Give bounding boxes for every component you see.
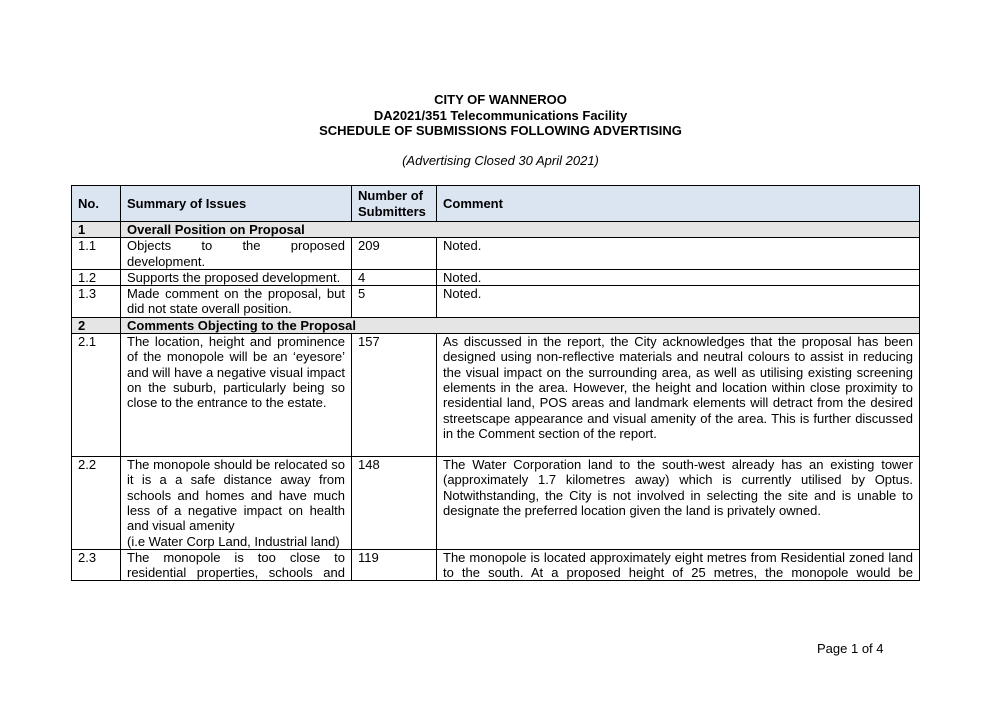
- row-no: 1.3: [72, 286, 121, 318]
- section-row: [72, 222, 920, 238]
- section-no: 2: [72, 317, 121, 333]
- table-row: [72, 457, 920, 550]
- row-issue-note: (i.e Water Corp Land, Industrial land): [127, 533, 340, 549]
- row-issue: The location, height and prominence of the monopole will be an ‘eyesore’ and will have a negative visual impact on the suburb, particularly being so close to the entrance to the estate.: [121, 334, 352, 457]
- row-no: 2.3: [72, 549, 121, 581]
- row-issue: Supports the proposed development.: [121, 269, 352, 285]
- row-issue-text: The monopole should be relocated so it is a a safe distance away from schools and homes and have much less of a negative impact on health and visual amenity: [127, 457, 345, 534]
- section-title: Comments Objecting to the Proposal: [121, 317, 920, 333]
- row-comment: Noted.: [437, 286, 920, 318]
- table-row: [72, 286, 920, 318]
- header-comment: Comment: [437, 186, 920, 222]
- row-count: 157: [352, 334, 437, 457]
- header-submitters: Number of Submitters: [352, 186, 437, 222]
- row-comment: Noted.: [437, 269, 920, 285]
- row-comment: As discussed in the report, the City acknowledges that the proposal has been designed using non-reflective materials and neutral colours to assist in reducing the visual impact on the surrounding area, as well as utilising existing screening elements in the area. However, the height and location within close proximity to residential land, POS areas and landmark elements will detract from the desired streetscape appearance and visual amenity of the area. This is further discussed in the Comment section of the report.: [437, 334, 920, 457]
- row-count: 209: [352, 238, 437, 270]
- submissions-table: [71, 185, 920, 581]
- row-comment: Noted.: [437, 238, 920, 270]
- row-no: 1.2: [72, 269, 121, 285]
- header-summary: Summary of Issues: [121, 186, 352, 222]
- application-title: DA2021/351 Telecommunications Facility: [373, 107, 628, 123]
- row-count: 5: [352, 286, 437, 318]
- row-count: 119: [352, 549, 437, 581]
- row-count: 4: [352, 269, 437, 285]
- table-row: [72, 549, 920, 581]
- city-title: CITY OF WANNEROO: [434, 92, 567, 107]
- row-no: 2.1: [72, 334, 121, 457]
- row-issue: [121, 457, 352, 550]
- table-row: [72, 269, 920, 285]
- row-no: 2.2: [72, 457, 121, 550]
- section-title: Overall Position on Proposal: [121, 222, 920, 238]
- schedule-title: SCHEDULE OF SUBMISSIONS FOLLOWING ADVERTISING: [319, 123, 682, 138]
- row-comment: The Water Corporation land to the south-west already has an existing tower (approximately 1.7 kilometres away) which is currently utilised by Optus. Notwithstanding, the City is not involved in selecting the site and is unable to designate the preferred location given the land is privately owned.: [437, 457, 920, 550]
- header-no: No.: [72, 186, 121, 222]
- section-row: [72, 317, 920, 333]
- row-issue: Objects to the proposed development.: [121, 238, 352, 270]
- row-issue: The monopole is too close to residential properties, schools and: [121, 549, 352, 581]
- table-row: [72, 334, 920, 457]
- row-issue: Made comment on the proposal, but did not state overall position.: [121, 286, 352, 318]
- row-count: 148: [352, 457, 437, 550]
- row-comment: The monopole is located approximately eight metres from Residential zoned land to the south. At a proposed height of 25 metres, the monopole would be: [437, 549, 920, 581]
- section-no: 1: [72, 222, 121, 238]
- table-header-row: [72, 186, 920, 222]
- page-number: Page 1 of 4: [817, 641, 884, 656]
- document-header: [0, 92, 1001, 139]
- row-no: 1.1: [72, 238, 121, 270]
- table-row: [72, 238, 920, 270]
- advertising-closed-note: (Advertising Closed 30 April 2021): [402, 153, 599, 168]
